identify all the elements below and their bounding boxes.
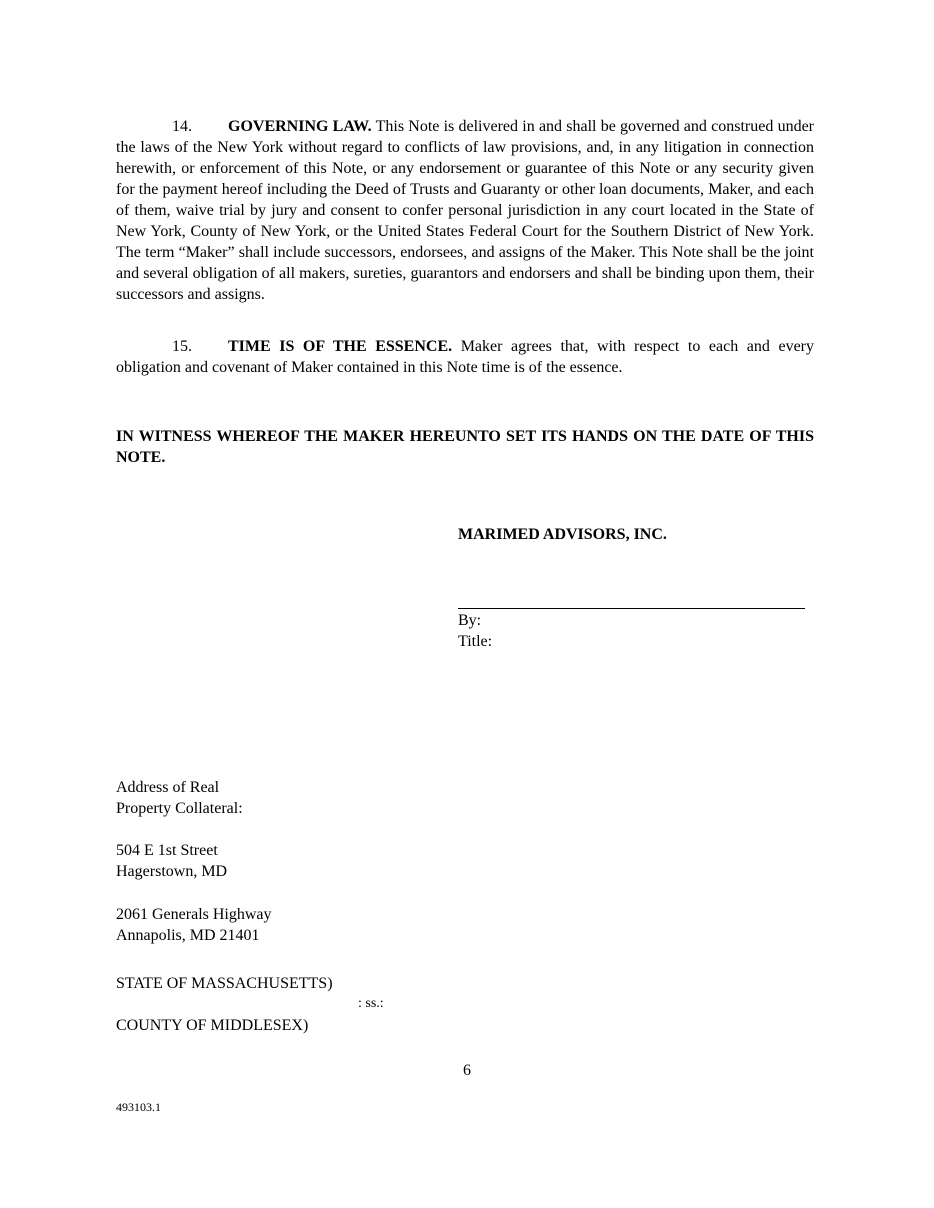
venue-ss: : ss.:	[358, 996, 384, 1011]
address-2-line2: Annapolis, MD 21401	[116, 927, 260, 944]
by-label: By:	[458, 612, 482, 629]
page-number: 6	[463, 1062, 471, 1079]
collateral-label-line2: Property Collateral:	[116, 800, 243, 817]
collateral-label-line1: Address of Real	[116, 779, 220, 796]
venue-county: COUNTY OF MIDDLESEX)	[116, 1017, 309, 1034]
section-14-number: 14.	[172, 118, 192, 135]
signature-line	[458, 608, 805, 609]
section-15-body: Maker agrees that, with respect to each and every obligation and covenant of Maker contained in this Note time is of the essence.	[116, 338, 814, 376]
section-15-heading: TIME IS OF THE ESSENCE.	[228, 338, 453, 355]
venue-state: STATE OF MASSACHUSETTS)	[116, 975, 333, 992]
section-14-body: This Note is delivered in and shall be governed and construed under the laws of the New York without regard to conflicts of law provisions, and, in any litigation in connection herewith, or enforcement of this Note, or any endorsement or guarantee of this Note or any security given for the payment hereof including the Deed of Trusts and Guaranty or other loan documents, Maker, and each of them, waive trial by jury and consent to confer personal jurisdiction in any court located in the State of New York, County of New York, or the United States Federal Court for the Southern District of New York. The term “Maker” shall include successors, endorsees, and assigns of the Maker. This Note shall be the joint and several obligation of all makers, sureties, guarantors and endorsers and shall be binding upon them, their successors and assigns.	[116, 118, 814, 303]
document-id: 493103.1	[116, 1100, 161, 1114]
address-2-line1: 2061 Generals Highway	[116, 906, 272, 923]
witness-clause: IN WITNESS WHEREOF THE MAKER HEREUNTO SET ITS HANDS ON THE DATE OF THIS NOTE.	[116, 428, 814, 466]
section-15-number: 15.	[172, 338, 192, 355]
company-name: MARIMED ADVISORS, INC.	[458, 526, 667, 543]
title-label: Title:	[458, 633, 493, 650]
section-14	[116, 116, 814, 305]
section-14-heading: GOVERNING LAW.	[228, 118, 372, 135]
address-1-line2: Hagerstown, MD	[116, 863, 228, 880]
section-15	[116, 336, 814, 378]
address-1-line1: 504 E 1st Street	[116, 842, 218, 859]
